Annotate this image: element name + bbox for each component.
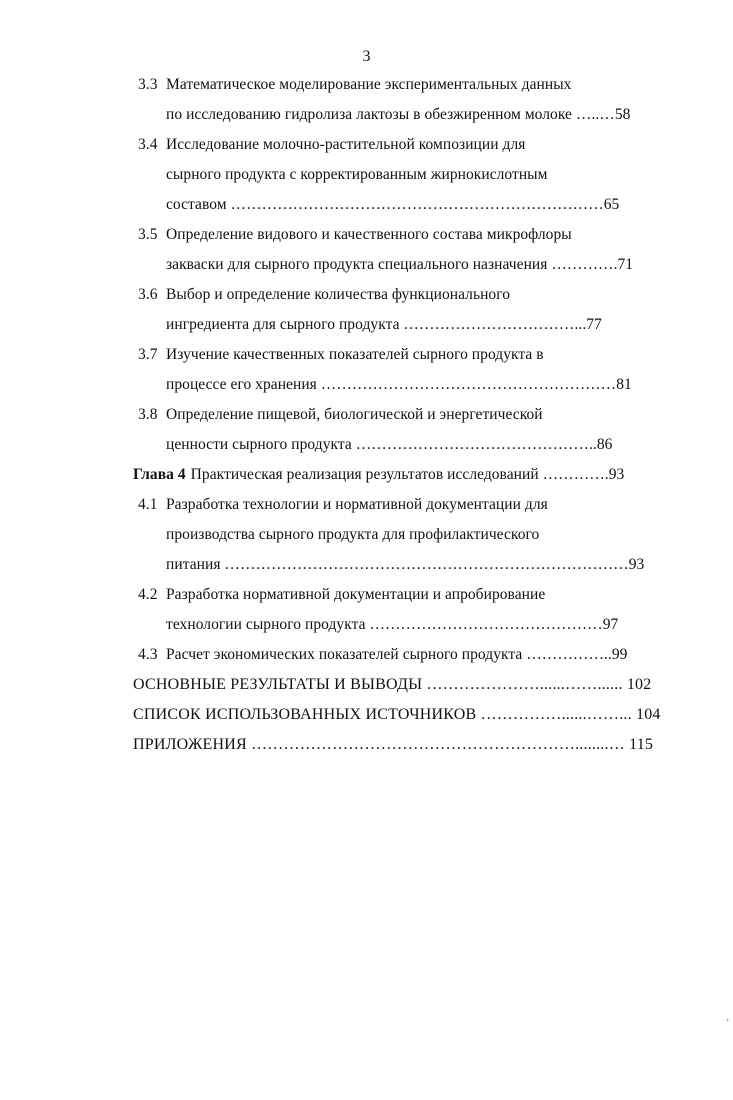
toc-title: ОСНОВНЫЕ РЕЗУЛЬТАТЫ И ВЫВОДЫ …………………......……...... 102: [133, 676, 652, 693]
toc-title: Практическая реализация результатов исследований ………….93: [190, 466, 625, 483]
toc-title: Математическое моделирование экспериментальных данных: [166, 76, 572, 93]
toc-title: технологии сырного продукта ………………………………………97: [166, 616, 619, 633]
toc-title: Выбор и определение количества функционального: [166, 286, 511, 303]
toc-title: питания ……………………………………………………………………93: [166, 556, 645, 573]
toc-entry-3-6-cont: [166, 316, 602, 334]
toc-title: по исследованию гидролиза лактозы в обезжиренном молоке …..…58: [166, 106, 631, 123]
margin-mark: ʼ: [726, 1018, 730, 1029]
toc-title: производства сырного продукта для профилактического: [166, 526, 540, 543]
toc-title: СПИСОК ИСПОЛЬЗОВАННЫХ ИСТОЧНИКОВ ……………......……... 104: [133, 706, 661, 723]
toc-number: 3.6: [138, 286, 158, 303]
toc-entry-3-7: [138, 346, 544, 364]
toc-entry-4-1-cont2: [166, 556, 644, 574]
toc-number: 4.2: [138, 586, 158, 603]
toc-title: Расчет экономических показателей сырного продукта ……………..99: [166, 646, 628, 663]
toc-number: 3.7: [138, 346, 158, 363]
toc-chapter-4: [133, 466, 624, 484]
page-number: 3: [362, 48, 371, 65]
toc-number: 4.3: [138, 646, 158, 663]
toc-references: [133, 706, 661, 724]
chapter-label: Глава 4: [133, 466, 186, 483]
toc-entry-3-4-cont1: [166, 166, 548, 184]
toc-entry-4-1: [138, 496, 548, 514]
toc-entry-3-5-cont: [166, 256, 633, 274]
toc-title: процессе его хранения …………………………………………………81: [166, 376, 632, 393]
toc-entry-3-3-cont: [166, 106, 630, 124]
toc-title: Разработка технологии и нормативной документации для: [166, 496, 548, 513]
toc-title: Разработка нормативной документации и апробирование: [166, 586, 546, 603]
toc-title: Исследование молочно-растительной композиции для: [166, 136, 526, 153]
toc-number: 3.8: [138, 406, 158, 423]
toc-entry-3-6: [138, 286, 510, 304]
toc-number: 3.5: [138, 226, 158, 243]
toc-entry-3-8: [138, 406, 543, 424]
toc-title: ингредиента для сырного продукта ……………………………...77: [166, 316, 602, 333]
toc-entry-3-5: [138, 226, 572, 244]
toc-title: закваски для сырного продукта специального назначения ………….71: [166, 256, 634, 273]
toc-number: 4.1: [138, 496, 158, 513]
toc-entry-3-4-cont2: [166, 196, 619, 214]
toc-entry-4-1-cont1: [166, 526, 539, 544]
toc-entry-3-4: [138, 136, 525, 154]
toc-number: 3.4: [138, 136, 158, 153]
toc-title: составом ………………………………………………………………65: [166, 196, 620, 213]
toc-results: [133, 676, 651, 694]
toc-appendices: [133, 736, 653, 754]
toc-number: 3.3: [138, 76, 158, 93]
toc-title: сырного продукта с корректированным жирнокислотным: [166, 166, 548, 183]
toc-title: Определение видового и качественного состава микрофлоры: [166, 226, 572, 243]
toc-entry-4-2: [138, 586, 545, 604]
toc-entry-4-2-cont: [166, 616, 618, 634]
toc-title: Изучение качественных показателей сырного продукта в: [166, 346, 544, 363]
toc-entry-3-8-cont: [166, 436, 612, 454]
toc-entry-3-3: [138, 76, 571, 94]
toc-title: ПРИЛОЖЕНИЯ ……………………………………………………........… 115: [133, 736, 654, 753]
toc-title: Определение пищевой, биологической и энергетической: [166, 406, 543, 423]
toc-entry-4-3: [138, 646, 627, 664]
toc-title: ценности сырного продукта ………………………………………..86: [166, 436, 613, 453]
toc-entry-3-7-cont: [166, 376, 632, 394]
